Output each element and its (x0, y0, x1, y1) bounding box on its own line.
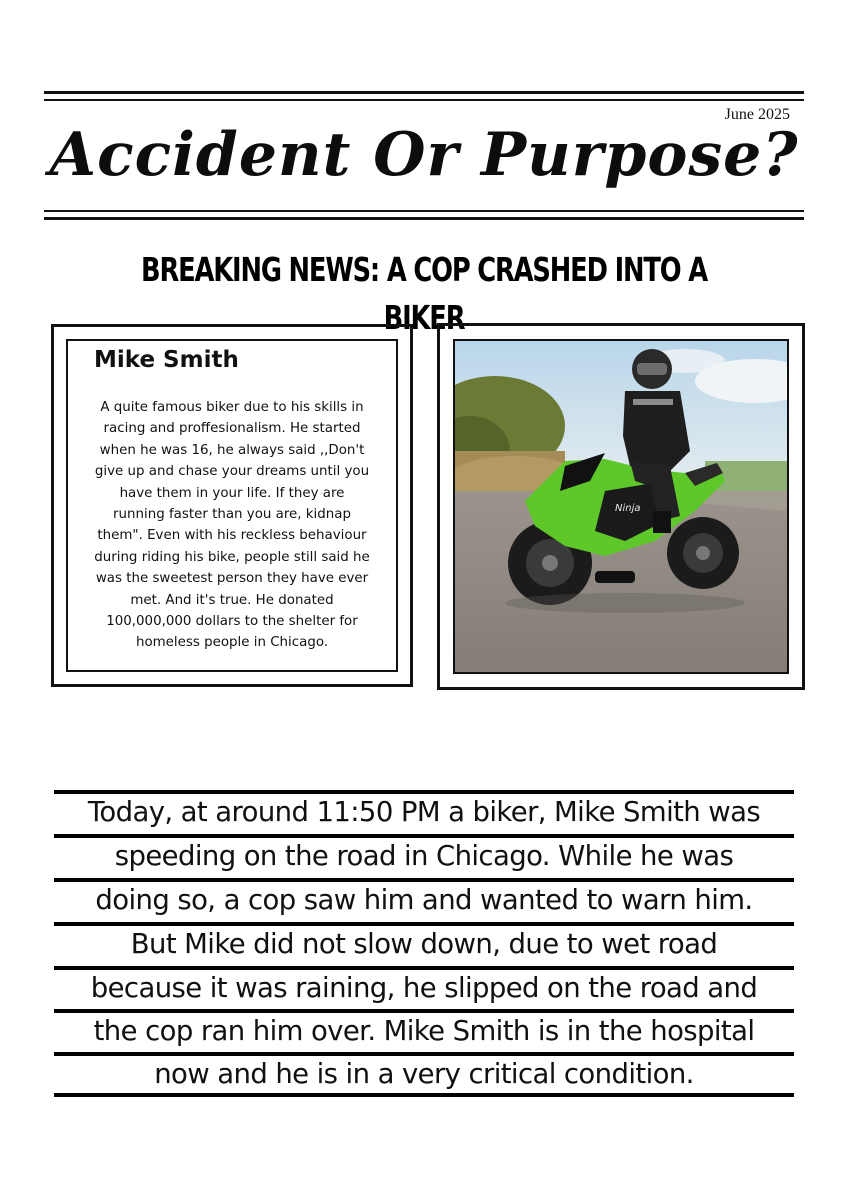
masthead-top-rule-thick (44, 91, 804, 94)
story-line: the cop ran him over. Mike Smith is in the hospital (93, 1015, 755, 1047)
masthead-top-rule-thin (44, 99, 804, 101)
story-line: now and he is in a very critical condition. (154, 1058, 694, 1090)
bio-line: when he was 16, he always said ,,Don't (99, 442, 365, 458)
masthead-bottom-rule-thick (44, 217, 804, 220)
story-line: doing so, a cop saw him and wanted to warn him. (95, 884, 753, 916)
story-rule (54, 1093, 794, 1097)
bio-line: running faster than you are, kidnap (113, 507, 351, 523)
photo-frame (437, 323, 805, 690)
bio-line: racing and proffesionalism. He started (103, 421, 361, 437)
story-line: But Mike did not slow down, due to wet road (130, 928, 718, 960)
profile-name: Mike Smith (94, 347, 239, 373)
bio-line: met. And it's true. He donated (130, 592, 334, 608)
profile-box (51, 324, 413, 687)
breaking-news-headline: BREAKING NEWS: A COP CRASHED INTO A BIKER (140, 250, 708, 337)
profile-bio (82, 397, 382, 654)
bio-line: A quite famous biker due to his skills in (100, 400, 364, 415)
biker-photo (453, 339, 789, 674)
bio-line: homeless people in Chicago. (135, 635, 329, 651)
story-line: Today, at around 11:50 PM a biker, Mike Smith was (87, 796, 761, 828)
issue-date: June 2025 (724, 106, 790, 123)
biker-photo-illustration (455, 341, 789, 674)
newspaper-title: Accident Or Purpose? (49, 120, 799, 190)
bio-line: give up and chase your dreams until you (94, 464, 370, 480)
story-line: because it was raining, he slipped on the road and (90, 972, 758, 1004)
bio-line: was the sweetest person they have ever (95, 571, 369, 587)
bio-line: 100,000,000 dollars to the shelter for (106, 614, 358, 630)
bio-line: during riding his bike, people still said he (94, 549, 370, 565)
bio-line: them". Even with his reckless behaviour (97, 528, 367, 544)
shadow (505, 593, 745, 613)
bike-badge: Ninja (615, 503, 641, 514)
story-line: speeding on the road in Chicago. While he was (114, 840, 734, 872)
profile-box-inner (66, 339, 398, 672)
bio-line: have them in your life. If they are (119, 485, 345, 501)
masthead-bottom-rule-thin (44, 210, 804, 212)
